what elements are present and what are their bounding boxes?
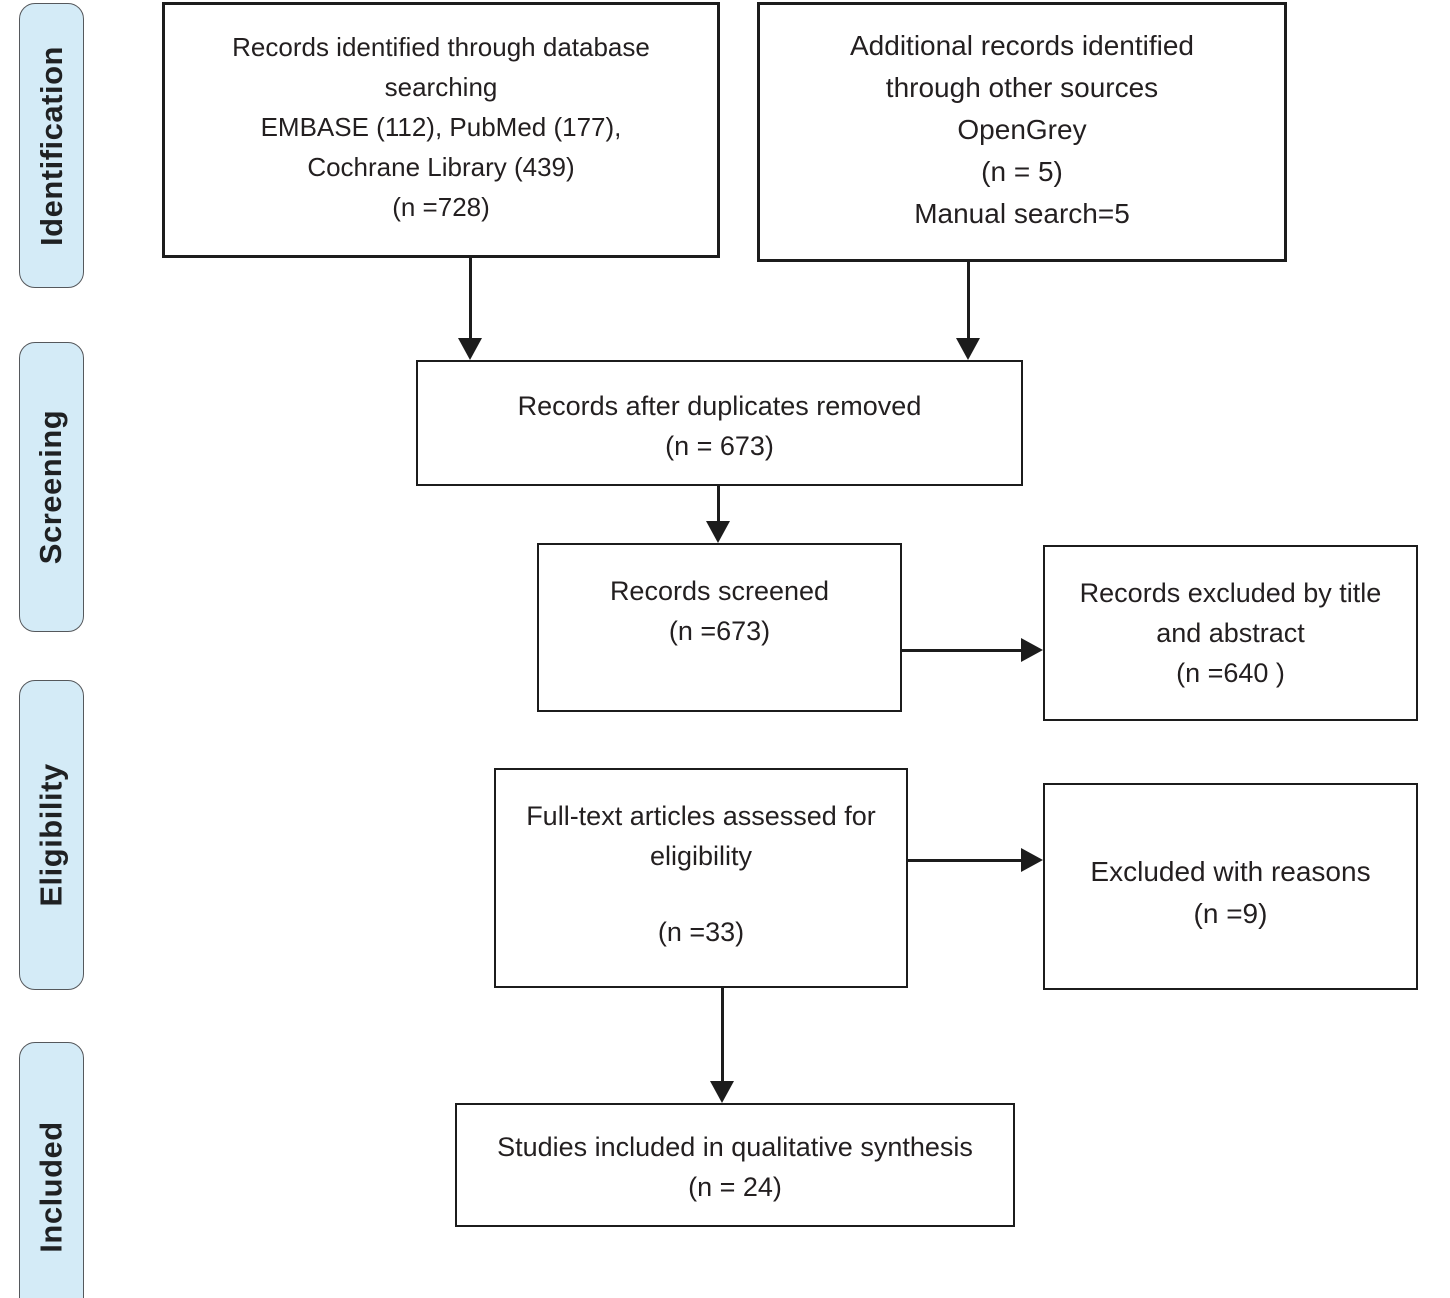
stage-label-eligibility: Eligibility: [33, 763, 69, 907]
arrow-head-down-icon: [706, 521, 730, 543]
box-text-line: Cochrane Library (439): [307, 152, 575, 182]
box-excluded-with-reasons: [1043, 783, 1418, 990]
box-text-line: Studies included in qualitative synthesis: [497, 1132, 973, 1162]
arrow-head-down-icon: [458, 338, 482, 360]
box-count: (n =728): [392, 192, 490, 222]
arrow-shaft: [721, 988, 724, 1081]
box-text-line: Records excluded by title: [1079, 578, 1382, 608]
box-text-line: EMBASE (112), PubMed (177),: [260, 112, 622, 142]
box-text-line: searching: [384, 72, 498, 102]
arrow-shaft: [902, 649, 1021, 652]
box-count: (n =673): [668, 616, 771, 646]
box-records-excluded-title-abstract: [1043, 545, 1418, 721]
box-text-line: Manual search=5: [914, 198, 1130, 229]
box-records-after-duplicates: [416, 360, 1023, 486]
arrow-head-down-icon: [956, 338, 980, 360]
box-text-line: through other sources: [885, 72, 1159, 103]
stage-label-included: Included: [33, 1121, 69, 1253]
arrow-shaft: [908, 859, 1021, 862]
box-count: (n = 673): [665, 431, 774, 461]
stage-tab-screening: [19, 342, 84, 632]
box-count: (n =9): [1193, 898, 1268, 929]
box-text-line: Full-text articles assessed for: [526, 801, 876, 831]
arrow-head-down-icon: [710, 1081, 734, 1103]
arrow-shaft: [967, 262, 970, 338]
box-count: (n = 24): [688, 1172, 782, 1202]
stage-tab-identification: [19, 3, 84, 288]
arrow-head-right-icon: [1021, 638, 1043, 662]
arrow-shaft: [717, 486, 720, 521]
box-text-line: Additional records identified: [850, 30, 1194, 61]
box-fulltext-assessed: [494, 768, 908, 988]
stage-tab-eligibility: [19, 680, 84, 990]
stage-label-identification: Identification: [33, 45, 69, 246]
box-text-line: Excluded with reasons: [1090, 856, 1371, 887]
box-studies-included: [455, 1103, 1015, 1227]
arrow-shaft: [469, 258, 472, 338]
stage-tab-included: [19, 1042, 84, 1298]
box-text-line: Records screened: [609, 576, 830, 606]
stage-label-screening: Screening: [33, 409, 69, 565]
box-count: (n = 5): [981, 156, 1063, 187]
box-count: (n =33): [657, 917, 745, 947]
box-text-line: Records identified through database: [232, 32, 650, 62]
box-text-line: eligibility: [649, 841, 753, 871]
arrow-head-right-icon: [1021, 848, 1043, 872]
box-records-identified: [162, 2, 720, 258]
box-additional-records: [757, 2, 1287, 262]
box-records-screened: [537, 543, 902, 712]
box-text-line: Records after duplicates removed: [517, 391, 922, 421]
box-count: (n =640 ): [1176, 658, 1285, 688]
box-text-line: and abstract: [1156, 618, 1305, 648]
box-text-line: OpenGrey: [957, 114, 1087, 145]
